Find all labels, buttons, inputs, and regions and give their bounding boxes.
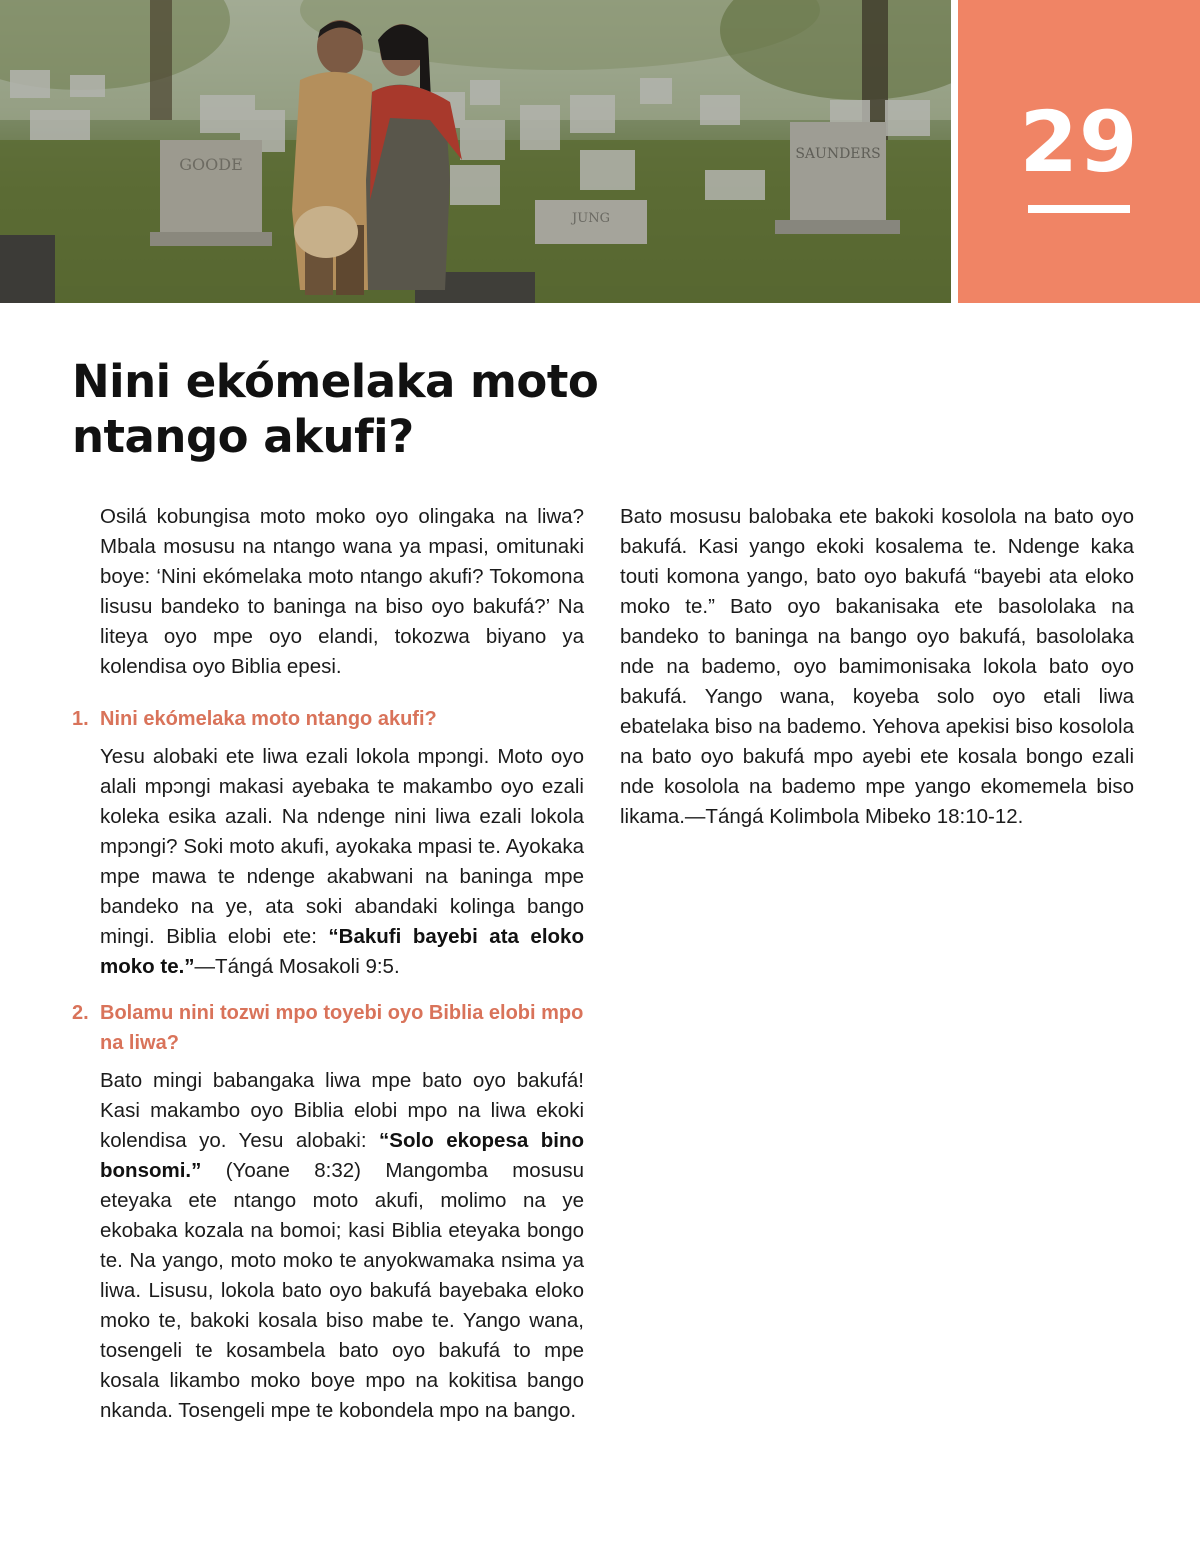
question-text: Nini ekómelaka moto ntango akufi? xyxy=(100,708,437,730)
section-2-paragraph-2: Bato mosusu balobaka ete bakoki kosolola na bato oyo bakufá. Kasi yango ekoki kosalema te. Ndenge kaka touti komona yango, bato oyo bakufá “bayebi ata eloko moko te.” Bato oyo bakanisaka ete basololaka na bandeko to baninga na bango oyo bakufá, basololaka nde na bademo, oyo bamimonisaka lokola bato oyo bakufá. Yango wana, koyeba solo oyo etali liwa ebatelaka biso na bademo. Yehova apekisi biso kosolola na bato oyo bakufá mpo ayebi ete kosala bongo ezali nde kosolola na bademo mpe yango ekomemela biso likama.—Tángá Kolimbola Mibeko 18:10-12. xyxy=(620,505,1134,828)
question-number: 1. xyxy=(72,708,89,730)
question-1 xyxy=(72,704,584,734)
headstone-label: JUNG xyxy=(572,211,610,226)
question-number: 2. xyxy=(72,1002,89,1024)
cemetery-illustration xyxy=(0,0,951,303)
lesson-number-box xyxy=(958,0,1200,303)
section-1-paragraph xyxy=(72,742,584,982)
hero-photo xyxy=(0,0,951,303)
headstone-label: SAUNDERS xyxy=(795,146,881,162)
intro-paragraph: Osilá kobungisa moto moko oyo olingaka na liwa? Mbala mosusu na ntango wana ya mpasi, omitunaki boye: ‘Nini ekómelaka moto ntango akufi? Tokomona lisusu bandeko to baninga na biso oyo bakufá?’ Na liteya oyo mpe oyo elandi, tokozwa biyano ya kolendisa oyo Biblia epesi. xyxy=(100,505,584,678)
text-run: (Yoane 8:32) Mangomba mosusu eteyaka ete ntango moto akufi, molimo na ye ekobaka kozala na bomoi; kasi Biblia eteyaka bongo te. Na yango, moto moko te anyokwamaka nsima ya liwa. Lisusu, lokola bato oyo bakufá bayebaka eloko moko te, bakoki kosala biso mabe te. Yango wana, tosengeli te kosambela bato oyo bakufá to mpe kosala likambo moko boye mpo na kokitisa bango nkanda. Tosengeli mpe te kobondela mpo na bango. xyxy=(100,1159,584,1422)
scripture-reference: —Tángá Mosakoli 9:5. xyxy=(194,955,400,978)
lesson-underline xyxy=(1028,205,1130,213)
question-text: Bolamu nini tozwi mpo toyebi oyo Biblia elobi mpo na liwa? xyxy=(100,1002,584,1054)
bold-scripture-quote: “Bakufi bayebi ata eloko moko te.” xyxy=(100,925,584,978)
lesson-number: 29 xyxy=(1019,93,1139,191)
section-2-paragraph xyxy=(72,1066,584,1426)
text-run: Bato mingi babangaka liwa mpe bato oyo bakufá! Kasi makambo oyo Biblia elobi mpo na liwa ekoki kolendisa yo. Yesu alobaki: xyxy=(100,1069,584,1152)
headstone-label: GOODE xyxy=(179,155,243,174)
bold-scripture-quote: “Solo ekopesa bino bonsomi.” xyxy=(100,1129,584,1182)
text-run: Yesu alobaki ete liwa ezali lokola mpɔngi. Moto oyo alali mpɔngi makasi ayebaka te makambo oyo ezali koleka esika azali. Na ndenge nini liwa ezali lokola mpɔngi? Soki moto akufi, ayokaka mpasi te. Ayokaka mpe mawa te ndenge akabwani na baninga mpe bandeko na ye, ata soki abandaki kolinga bango mingi. Biblia elobi ete: xyxy=(100,745,584,948)
question-2 xyxy=(72,998,584,1058)
right-column xyxy=(620,502,1134,844)
left-column xyxy=(72,502,584,1438)
page-title: Nini ekómelaka moto ntango akufi? xyxy=(72,355,599,463)
